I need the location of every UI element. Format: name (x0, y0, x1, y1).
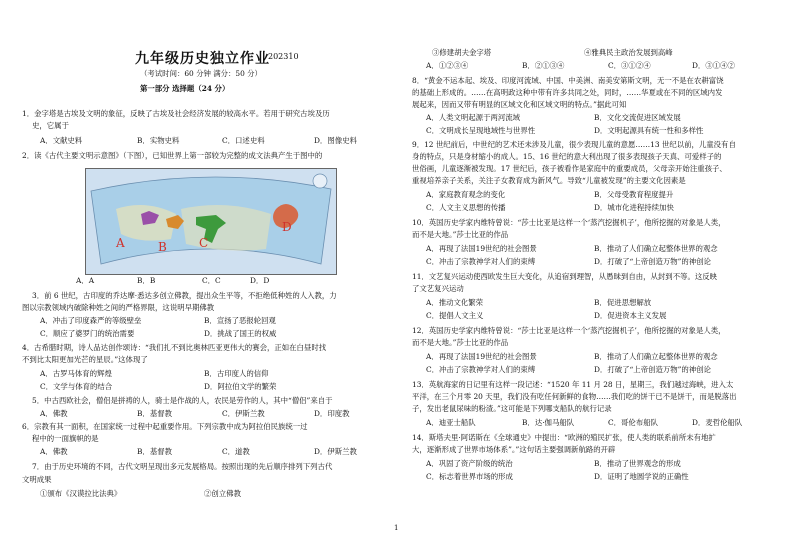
question-text: 的基础上形成的。……在高明政这种中带有许多共同之处，同时，……华夏或在不同的区域内发 (412, 88, 723, 97)
option: B．基督教 (137, 409, 172, 418)
option: C．标志着世界市场的形成 (426, 472, 513, 481)
option: A．再现了法国19世纪的社会图景 (426, 352, 537, 361)
map-label: D (282, 220, 292, 234)
option: D．图像史料 (314, 136, 357, 145)
question-text: 平洋，在三个月零 20 天里，我们没有吃任何新鲜的食物……我们吃的饼干已不是饼干，而是脱落出 (412, 392, 737, 401)
option: C．道教 (222, 447, 250, 456)
globe-icon (313, 174, 327, 188)
option: D．D (250, 276, 270, 285)
option: B．②①③④ (522, 61, 565, 70)
ancient-civilization-map (85, 168, 337, 275)
option: B．实物史料 (137, 136, 180, 145)
question-text: 4．古希腊时期，诗人品达创作颂诗：“我们扎不到比奥林匹亚更伟大的赛会，正如在白昼时找 (22, 343, 327, 352)
option: B．达·伽马船队 (522, 418, 575, 427)
question-text: 大，逐渐形成了世界市场体系”。”这句话主要强调新航路的开辟 (412, 445, 616, 454)
option: D．打破了“上帝创造万物”的神创论 (594, 257, 711, 266)
option: A．佛教 (40, 447, 68, 456)
option: B．文化交流促进区域发展 (594, 113, 681, 122)
option: C．顺应了婆罗门的统治需要 (40, 329, 135, 338)
question-text: 12．英国历史学家内维特曾说：“莎士比亚是这样一个‘蒸汽挖掘机子’，他所挖掘的对象是人类， (412, 326, 726, 335)
question-text: 展起来，因而又带有明显的区域文化和区域文明的特点。”据此可知 (412, 100, 627, 109)
question-text: 世俗画，儿童逐渐被发现。17 世纪后，孩子被看作是家庭中的重要成员，父母亲开始注重孩子、 (412, 164, 727, 173)
question-text: 2．读《古代主要文明示意图》（下图），已知世界上第一部较为完整的成文法典产生于图中的 (22, 151, 323, 160)
option: D．阿拉伯文学的繁荣 (204, 382, 277, 391)
section-title: 第一部分 选择题（24 分） (140, 84, 230, 93)
option: D．文明起源具有统一性和多样性 (594, 126, 704, 135)
question-text: 6．宗教有其一面积，在国家统一过程中起重要作用。下列宗教中成为阿拉伯民族统一过 (22, 422, 308, 431)
option: B．父母受教育程度提升 (594, 190, 674, 199)
map-label: C (199, 236, 209, 250)
question-text: 子，发出老鼠尿味的粉渣。”这可能是下列哪支船队的航行记录 (412, 404, 612, 413)
option: B．古印度人的信仰 (204, 369, 269, 378)
option: A．冲击了印度森严的等级壁垒 (40, 316, 142, 325)
exam-meta: （考试时间：60 分钟 满分：50 分） (140, 69, 262, 78)
option: A．①②③④ (426, 61, 469, 70)
option: C．文学与体育的结合 (40, 382, 113, 391)
question-text: 图以宗教领域内破除种姓之间的严格界限，这说明早期佛教 (22, 303, 215, 312)
option: C．哥伦布船队 (608, 418, 658, 427)
question-text: 1．金字塔是古埃及文明的象征，反映了古埃及社会经济发展的较高水平。若用于研究古埃及历 (22, 109, 330, 118)
question-text: 9．12 世纪前后，中世纪的艺术还未涉及儿童，很少表现儿童的意愿……13 世纪以前，儿童没有自 (412, 140, 736, 149)
option: C．冲击了宗教神学对人们的束缚 (426, 257, 536, 266)
option: D．麦哲伦船队 (692, 418, 743, 427)
option: B．推动了人们确立起整体世界的观念 (594, 244, 718, 253)
option: C．C (202, 276, 221, 285)
option: B．推动了世界观念的形成 (594, 459, 681, 468)
option: ④雅典民主政治发展到高峰 (584, 48, 673, 57)
question-text: 5．中古西欧社会，僧侣是拼祷的人，骑士是作战的人，农民是劳作的人，其中“僧侣”来自于 (32, 396, 333, 405)
option: C．伊斯兰教 (222, 409, 265, 418)
option: D．证明了地圆学说的正确性 (594, 472, 689, 481)
question-text: 3．前 6 世纪，古印度的乔达摩·悉达多创立佛教，提出众生平等，不拒绝低种姓的人入教，力 (32, 291, 337, 300)
option: B．宣扬了恶报轮回观 (204, 316, 276, 325)
page-title: 九年级历史独立作业 (135, 51, 270, 67)
question-text: 而不是大地。”莎士比亚的作品 (412, 230, 509, 239)
question-text: 而不是大地。”莎士比亚的作品 (412, 338, 509, 347)
option: A．迪亚士船队 (426, 418, 476, 427)
option: D．③①④② (692, 61, 735, 70)
question-text: 10．英国历史学家内维特曾说：“莎士比亚是这样一个‘蒸汽挖掘机子’，他所挖掘的对象是人类， (412, 218, 726, 227)
question-text: 13．英航海家的日记里有这样一段记述：“1520 年 11 月 28 日，星期三，我们越过海峡，进入太 (412, 380, 734, 389)
option: B．推动了人们确立起整体世界的观念 (594, 352, 718, 361)
option: C．③①②④ (608, 61, 651, 70)
option: ①颁布《汉谟拉比法典》 (40, 489, 122, 498)
exam-code: 202310 (268, 52, 299, 61)
page-number: 1 (394, 524, 399, 532)
option: A．佛教 (40, 409, 68, 418)
option: C．人文主义思想的传播 (426, 203, 506, 212)
question-text: 了文艺复兴运动 (412, 284, 464, 293)
option: C．提倡人文主义 (426, 311, 484, 320)
option: D．促进资本主义发展 (594, 311, 667, 320)
question-text: 不到比太阳更加光芒的星辰。”这体现了 (22, 355, 148, 364)
map-label: B (158, 240, 167, 254)
question-text: 文明成果 (22, 475, 52, 484)
option: A．人类文明起源于两河流域 (426, 113, 521, 122)
option: D．打破了“上帝创造万物”的神创论 (594, 365, 711, 374)
option: A．古罗马体育的辉煌 (40, 369, 112, 378)
map-graphic (86, 169, 336, 274)
option: D．挑战了国王的权威 (204, 329, 277, 338)
question-text: 史，它属于 (32, 121, 69, 130)
question-text: 11．文艺复兴运动使西欧发生巨大变化，从追宿到理智，从愚昧到自由，从封到不等。这反映 (412, 272, 718, 281)
option: C．口述史料 (222, 136, 265, 145)
option: ②创立佛教 (204, 489, 241, 498)
question-text: 身的特点，只是身材缩小的成人。15、16 世纪的意大利出现了很多表现孩子天真、可爱样子的 (412, 152, 722, 161)
option: ③修建胡夫金字塔 (432, 48, 492, 57)
option: A．家庭教育观念的变化 (426, 190, 506, 199)
option: A．A (76, 276, 95, 285)
question-text: 程中的一面旗帜的是 (32, 434, 99, 443)
option: A．再现了法国19世纪的社会图景 (426, 244, 537, 253)
option: A．巩固了资产阶级的统治 (426, 459, 513, 468)
option: D．伊斯兰教 (314, 447, 357, 456)
map-label: A (116, 236, 125, 250)
option: B．B (137, 276, 156, 285)
option: A．推动文化繁荣 (426, 298, 484, 307)
option: B．促进思想解放 (594, 298, 652, 307)
option: D．印度教 (314, 409, 350, 418)
option: D．城市化进程持续加快 (594, 203, 674, 212)
option: A．文献史料 (40, 136, 83, 145)
option: B．基督教 (137, 447, 172, 456)
question-text: 重视培养亲子关系，关注子女教育成为新风气。导致“儿童被发现”的主要文化因素是 (412, 176, 686, 185)
question-text: 7．由于历史环境的不同，古代文明呈现出多元发展格局。按照出现的先后顺序排列下列古代 (32, 462, 333, 471)
question-text: 14．斯塔夫里·阿诺斯在《全球通史》中提出：“欧洲的殖民扩张，使人类的联系前所未有地扩 (412, 433, 716, 442)
question-text: 8．“黄金不运本起、埃及、印度河流域、中国、中美洲、南美安第斯文明，无一不是在农耕富饶 (412, 76, 724, 85)
option: C．文明成长呈现地域性与世界性 (426, 126, 536, 135)
option: C．冲击了宗教神学对人们的束缚 (426, 365, 536, 374)
